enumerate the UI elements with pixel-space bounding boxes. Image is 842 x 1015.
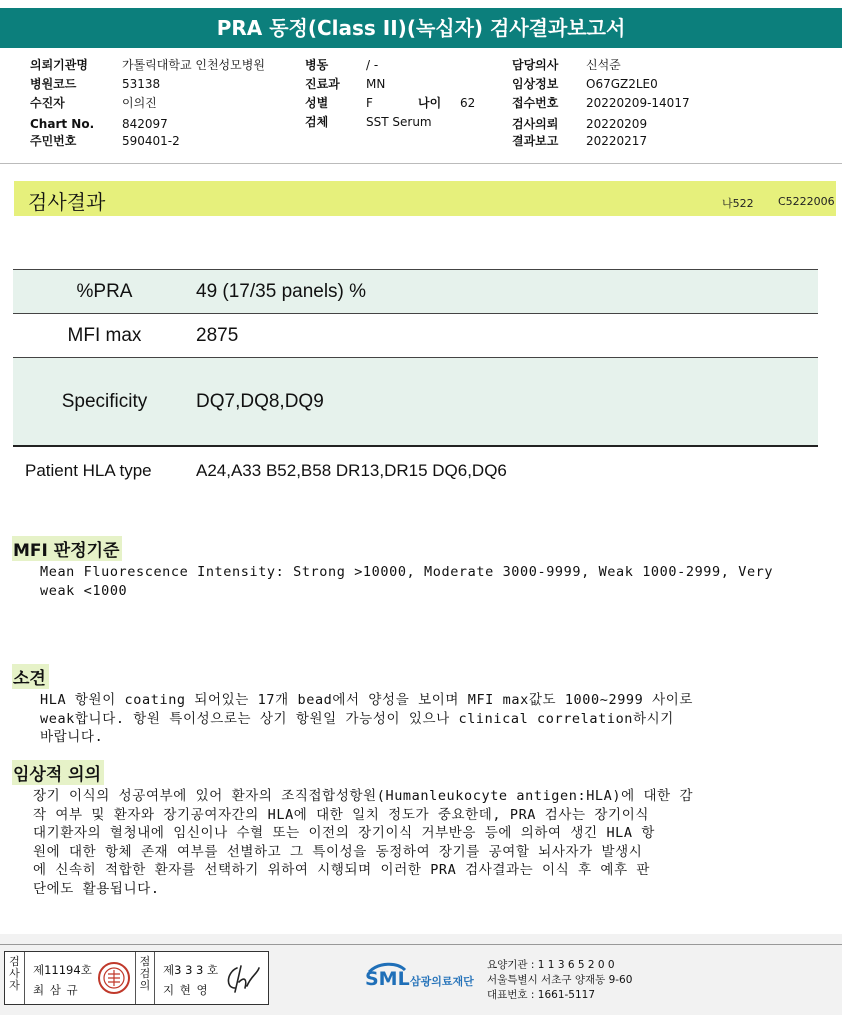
result-code-1: 나522	[722, 197, 754, 210]
signature-box	[4, 951, 269, 1005]
hospital-code-label: 병원코드	[30, 77, 77, 91]
clinical-info-label: 임상정보	[512, 77, 559, 91]
report-date-label: 결과보고	[512, 134, 559, 148]
receipt-no-value: 20220209-14017	[586, 96, 690, 110]
patient-name-value: 이의진	[122, 96, 157, 110]
report-title: PRA 동정(Class II)(녹십자) 검사결과보고서	[0, 8, 842, 48]
request-date-label: 검사의뢰	[512, 117, 559, 131]
specificity-value: DQ7,DQ8,DQ9	[196, 358, 818, 447]
clinical-significance-heading: 임상적 의의	[12, 760, 104, 785]
divider	[0, 163, 842, 164]
doctor-value: 신석준	[586, 58, 621, 72]
clinical-significance-text	[33, 787, 693, 898]
age-label: 나이	[418, 96, 442, 110]
report-date-value: 20220217	[586, 134, 648, 148]
hla-type-label: Patient HLA type	[25, 461, 152, 480]
institution-label: 의뢰기관명	[30, 58, 88, 72]
ward-label: 병동	[305, 58, 329, 72]
findings-line: weak합니다. 항원 특이성으로는 상기 항원일 가능성이 있으나 clinical correlation하시기	[40, 710, 674, 727]
result-code-2: C5222006	[778, 195, 835, 208]
org-phone: 대표번호 : 1661-5117	[487, 989, 596, 1001]
resident-no-value: 590401-2	[122, 134, 180, 148]
department-label: 진료과	[305, 77, 340, 91]
org-code: 요양기관 : 1 1 3 6 5 2 0 0	[487, 959, 615, 971]
specificity-label: Specificity	[13, 358, 196, 447]
result-section-title: 검사결과	[28, 190, 106, 214]
results-table	[13, 269, 818, 495]
doctor-label: 담당의사	[512, 58, 559, 72]
significance-line: 장기 이식의 성공여부에 있어 환자의 조직접합성항원(Humanleukocyte antigen:HLA)에 대한 감	[33, 788, 694, 804]
significance-line: 대기환자의 혈청내에 임신이나 수혈 또는 이전의 장기이식 거부반응 등에 의하여 생긴 HLA 항	[33, 825, 655, 841]
footer-divider	[0, 944, 842, 945]
hla-type-value: A24,A33 B52,B58 DR13,DR15 DQ6,DQ6	[196, 461, 507, 480]
mfi-criteria-line: weak <1000	[40, 582, 128, 599]
seal-icon	[97, 960, 131, 996]
reviewer-label: 점검의	[135, 952, 155, 1004]
pra-value: 49 (17/35 panels) %	[196, 270, 818, 314]
signature-icon	[223, 962, 263, 996]
institution-value: 가톨릭대학교 인천성모병원	[122, 58, 265, 72]
tester-name: 최 삼 규	[33, 983, 79, 997]
mfi-criteria-heading: MFI 판정기준	[12, 536, 122, 561]
significance-line: 원에 대한 항체 존재 여부를 선별하고 그 특이성을 동정하여 장기를 공여할 뇌사자가 발생시	[33, 843, 643, 860]
table-row	[13, 446, 818, 495]
sex-label: 성별	[305, 96, 329, 110]
age-value: 62	[460, 96, 476, 110]
significance-line: 단에도 활용됩니다.	[33, 880, 160, 897]
table-row	[13, 270, 818, 314]
result-banner	[14, 181, 836, 216]
patient-info	[0, 0, 842, 160]
logo-text: SML	[365, 968, 410, 990]
significance-line: 작 여부 및 환자와 장기공여자간의 HLA에 대한 일치 정도가 중요한데, PRA 검사는 장기이식	[33, 806, 649, 823]
ward-value: / -	[366, 58, 379, 72]
table-row	[13, 358, 818, 447]
mfi-max-value: 2875	[196, 314, 818, 358]
hospital-code-value: 53138	[122, 77, 161, 91]
findings-heading: 소견	[12, 664, 49, 689]
table-row	[13, 314, 818, 358]
tester-number: 제11194호	[33, 963, 92, 977]
chart-no-value: 842097	[122, 117, 168, 131]
findings-text	[40, 691, 693, 747]
specimen-value: SST Serum	[366, 115, 432, 129]
pra-label: %PRA	[13, 270, 196, 314]
sex-value: F	[366, 96, 373, 110]
tester-label: 검사자	[5, 952, 25, 1004]
org-info	[487, 958, 632, 1003]
mfi-criteria-line: Mean Fluorescence Intensity: Strong >10000, Moderate 3000-9999, Weak 1000-2999, Very	[40, 564, 774, 580]
org-name: 삼광의료재단	[410, 975, 474, 988]
specimen-label: 검체	[305, 115, 329, 129]
mfi-max-label: MFI max	[13, 314, 196, 358]
org-address: 서울특별시 서초구 양재동 9-60	[487, 974, 633, 986]
patient-name-label: 수진자	[30, 96, 65, 110]
clinical-info-value: O67GZ2LE0	[586, 77, 658, 91]
findings-line: 바랍니다.	[40, 729, 104, 745]
department-value: MN	[366, 77, 386, 91]
resident-no-label: 주민번호	[30, 134, 77, 148]
sml-logo	[365, 958, 485, 998]
reviewer-name: 지 현 영	[163, 983, 209, 997]
mfi-criteria-text	[40, 563, 773, 600]
reviewer-number: 제3 3 3 호	[163, 963, 219, 977]
request-date-value: 20220209	[586, 117, 648, 131]
findings-line: HLA 항원이 coating 되어있는 17개 bead에서 양성을 보이며 MFI max값도 1000~2999 사이로	[40, 692, 694, 708]
significance-line: 에 신속히 적합한 환자를 선택하기 위하여 시행되며 이러한 PRA 검사결과는 이식 후 예후 판	[33, 862, 651, 878]
receipt-no-label: 접수번호	[512, 96, 559, 110]
chart-no-label: Chart No.	[30, 117, 95, 131]
